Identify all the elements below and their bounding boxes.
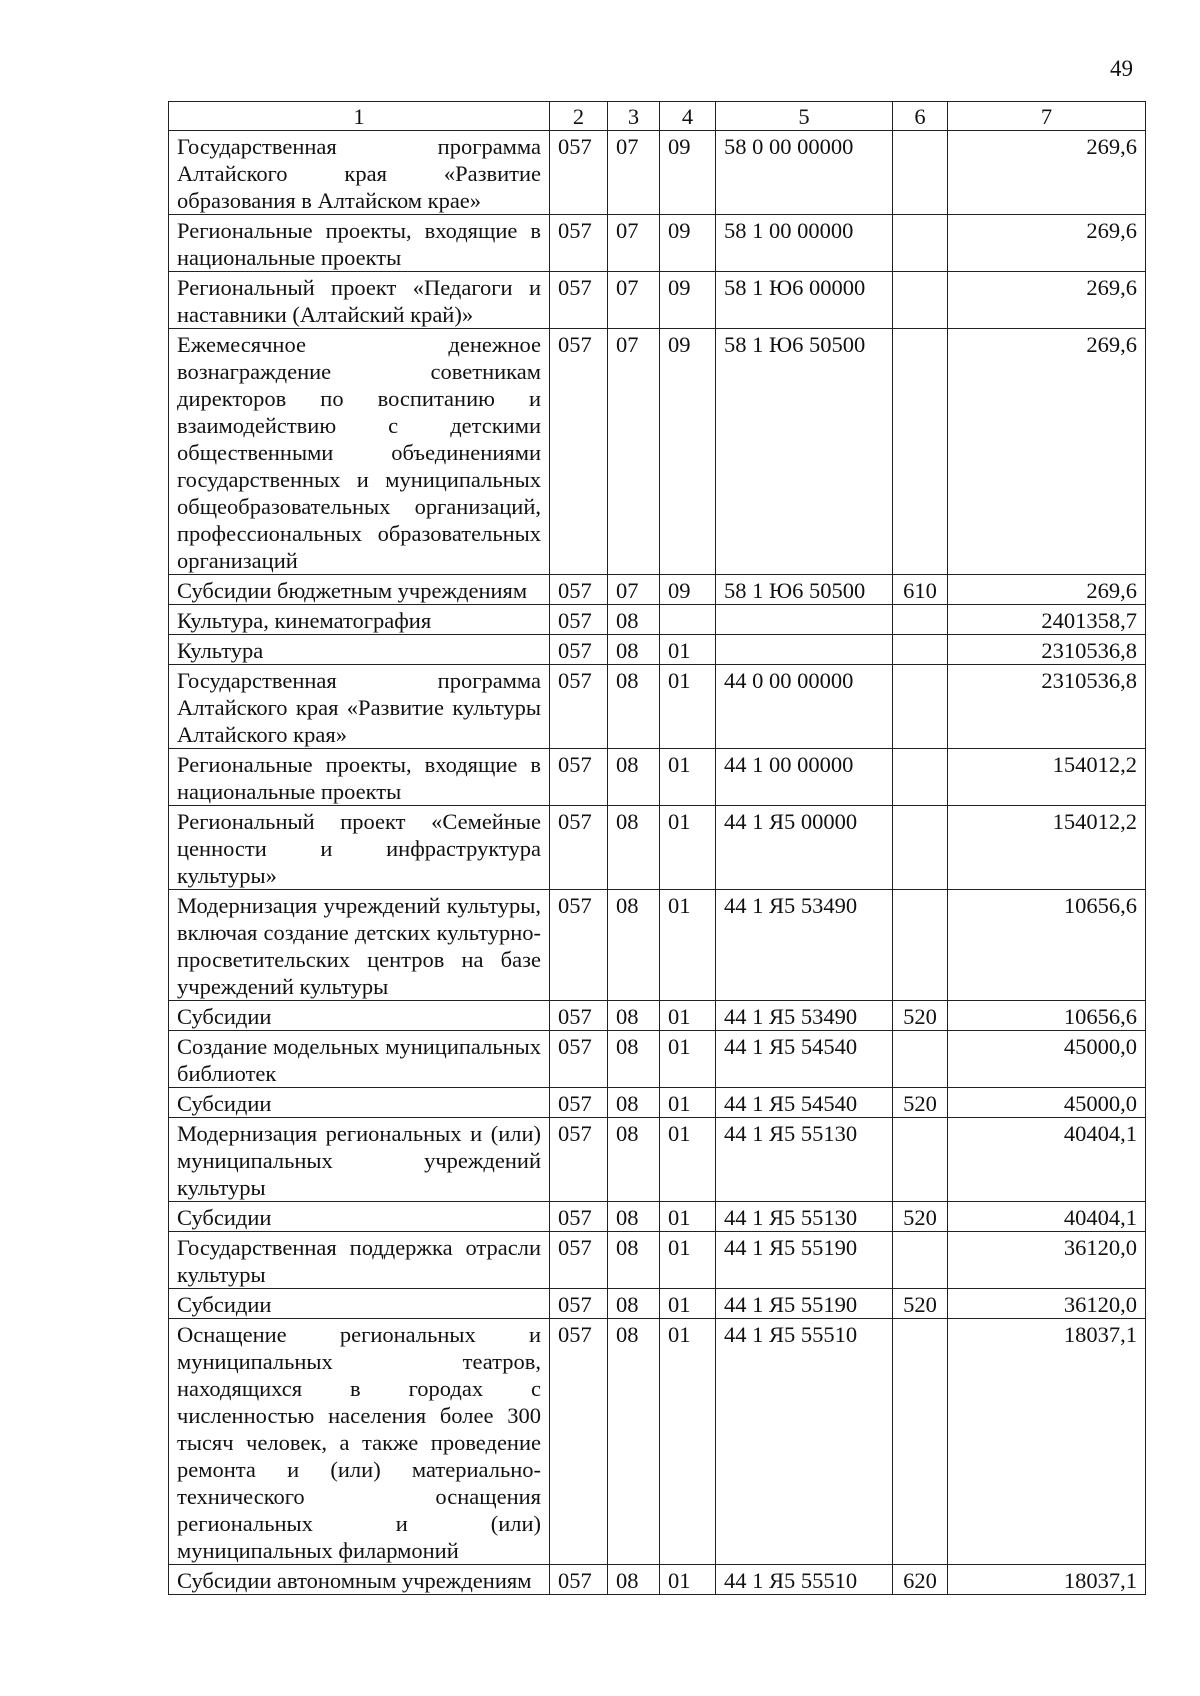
section-cell: 08	[608, 605, 660, 635]
section-cell: 08	[608, 749, 660, 806]
table-row	[169, 890, 1146, 1001]
ministry-code-cell: 057	[550, 272, 608, 329]
row-name-cell: Модернизация региональных и (или) муниципальных учреждений культуры	[169, 1118, 550, 1202]
expense-type-cell	[893, 665, 948, 749]
table-row	[169, 1202, 1146, 1232]
section-cell: 07	[608, 131, 660, 215]
expense-type-cell	[893, 329, 948, 575]
table-row	[169, 1565, 1146, 1595]
row-name-cell: Культура	[169, 635, 550, 665]
row-name-cell: Культура, кинематография	[169, 605, 550, 635]
amount-cell: 2401358,7	[948, 605, 1146, 635]
table-row	[169, 1088, 1146, 1118]
row-name-cell: Государственная программа Алтайского края «Развитие культуры Алтайского края»	[169, 665, 550, 749]
subsection-cell: 01	[660, 806, 716, 890]
table-row	[169, 131, 1146, 215]
amount-cell: 40404,1	[948, 1202, 1146, 1232]
amount-cell: 36120,0	[948, 1289, 1146, 1319]
subsection-cell: 01	[660, 1031, 716, 1088]
row-name-cell: Региональный проект «Семейные ценности и инфраструктура культуры»	[169, 806, 550, 890]
page-number: 49	[1110, 56, 1133, 81]
expense-type-cell: 520	[893, 1202, 948, 1232]
target-article-cell	[716, 605, 893, 635]
section-cell: 07	[608, 272, 660, 329]
subsection-cell: 09	[660, 272, 716, 329]
section-cell: 08	[608, 1202, 660, 1232]
subsection-cell	[660, 605, 716, 635]
subsection-cell: 01	[660, 749, 716, 806]
section-cell: 08	[608, 1088, 660, 1118]
ministry-code-cell: 057	[550, 605, 608, 635]
ministry-code-cell: 057	[550, 1118, 608, 1202]
amount-cell: 18037,1	[948, 1319, 1146, 1565]
ministry-code-cell: 057	[550, 329, 608, 575]
table-row	[169, 749, 1146, 806]
row-name-cell: Субсидии автономным учреждениям	[169, 1565, 550, 1595]
target-article-cell: 44 1 Я5 55130	[716, 1202, 893, 1232]
ministry-code-cell: 057	[550, 1088, 608, 1118]
expense-type-cell: 620	[893, 1565, 948, 1595]
expense-type-cell: 520	[893, 1001, 948, 1031]
expense-type-cell: 520	[893, 1289, 948, 1319]
ministry-code-cell: 057	[550, 890, 608, 1001]
subsection-cell: 01	[660, 1232, 716, 1289]
ministry-code-cell: 057	[550, 1031, 608, 1088]
row-name-cell: Региональный проект «Педагоги и наставники (Алтайский край)»	[169, 272, 550, 329]
target-article-cell: 44 1 00 00000	[716, 749, 893, 806]
section-cell: 08	[608, 635, 660, 665]
ministry-code-cell: 057	[550, 1289, 608, 1319]
row-name-cell: Модернизация учреждений культуры, включая создание детских культурно-просветительских центров на базе учреждений культуры	[169, 890, 550, 1001]
section-cell: 07	[608, 215, 660, 272]
target-article-cell: 58 1 Ю6 00000	[716, 272, 893, 329]
subsection-cell: 01	[660, 1088, 716, 1118]
subsection-cell: 01	[660, 1565, 716, 1595]
subsection-cell: 09	[660, 215, 716, 272]
expense-type-cell	[893, 749, 948, 806]
expense-type-cell	[893, 890, 948, 1001]
amount-cell: 36120,0	[948, 1232, 1146, 1289]
table-row	[169, 272, 1146, 329]
section-cell: 08	[608, 665, 660, 749]
column-header: 4	[660, 102, 716, 131]
target-article-cell: 44 1 Я5 53490	[716, 1001, 893, 1031]
amount-cell: 269,6	[948, 272, 1146, 329]
column-header: 5	[716, 102, 893, 131]
ministry-code-cell: 057	[550, 1202, 608, 1232]
table-row	[169, 1232, 1146, 1289]
row-name-cell: Региональные проекты, входящие в национальные проекты	[169, 749, 550, 806]
subsection-cell: 01	[660, 665, 716, 749]
header-row	[169, 102, 1146, 131]
table-row	[169, 1031, 1146, 1088]
expense-type-cell: 520	[893, 1088, 948, 1118]
section-cell: 08	[608, 1118, 660, 1202]
table-row	[169, 1319, 1146, 1565]
target-article-cell: 58 1 Ю6 50500	[716, 329, 893, 575]
amount-cell: 269,6	[948, 215, 1146, 272]
expense-type-cell	[893, 635, 948, 665]
expense-type-cell: 610	[893, 575, 948, 605]
amount-cell: 2310536,8	[948, 635, 1146, 665]
section-cell: 08	[608, 1001, 660, 1031]
row-name-cell: Региональные проекты, входящие в национальные проекты	[169, 215, 550, 272]
subsection-cell: 01	[660, 1001, 716, 1031]
amount-cell: 269,6	[948, 329, 1146, 575]
column-header: 2	[550, 102, 608, 131]
row-name-cell: Оснащение региональных и муниципальных театров, находящихся в городах с численностью населения более 300 тысяч человек, а также проведение ремонта и (или) материально-технического оснащения региональных и (или) муниципальных филармоний	[169, 1319, 550, 1565]
subsection-cell: 09	[660, 329, 716, 575]
section-cell: 08	[608, 890, 660, 1001]
expense-type-cell	[893, 1031, 948, 1088]
target-article-cell: 44 1 Я5 54540	[716, 1031, 893, 1088]
expense-type-cell	[893, 131, 948, 215]
row-name-cell: Субсидии	[169, 1289, 550, 1319]
row-name-cell: Создание модельных муниципальных библиотек	[169, 1031, 550, 1088]
target-article-cell: 44 1 Я5 55190	[716, 1232, 893, 1289]
section-cell: 07	[608, 329, 660, 575]
section-cell: 08	[608, 806, 660, 890]
expense-type-cell	[893, 806, 948, 890]
row-name-cell: Субсидии	[169, 1088, 550, 1118]
ministry-code-cell: 057	[550, 215, 608, 272]
table-row	[169, 665, 1146, 749]
section-cell: 08	[608, 1031, 660, 1088]
expense-type-cell	[893, 215, 948, 272]
subsection-cell: 09	[660, 575, 716, 605]
column-header: 6	[893, 102, 948, 131]
row-name-cell: Субсидии	[169, 1202, 550, 1232]
ministry-code-cell: 057	[550, 749, 608, 806]
section-cell: 08	[608, 1319, 660, 1565]
subsection-cell: 01	[660, 635, 716, 665]
row-name-cell: Государственная программа Алтайского края «Развитие образования в Алтайском крае»	[169, 131, 550, 215]
ministry-code-cell: 057	[550, 1232, 608, 1289]
target-article-cell: 44 1 Я5 55510	[716, 1565, 893, 1595]
amount-cell: 269,6	[948, 575, 1146, 605]
section-cell: 07	[608, 575, 660, 605]
ministry-code-cell: 057	[550, 635, 608, 665]
target-article-cell: 58 0 00 00000	[716, 131, 893, 215]
table-row	[169, 329, 1146, 575]
ministry-code-cell: 057	[550, 1001, 608, 1031]
table-row	[169, 215, 1146, 272]
ministry-code-cell: 057	[550, 575, 608, 605]
column-header: 1	[169, 102, 550, 131]
column-header: 3	[608, 102, 660, 131]
row-name-cell: Субсидии бюджетным учреждениям	[169, 575, 550, 605]
subsection-cell: 01	[660, 1202, 716, 1232]
row-name-cell: Государственная поддержка отрасли культуры	[169, 1232, 550, 1289]
amount-cell: 269,6	[948, 131, 1146, 215]
amount-cell: 40404,1	[948, 1118, 1146, 1202]
target-article-cell: 44 0 00 00000	[716, 665, 893, 749]
target-article-cell	[716, 635, 893, 665]
amount-cell: 2310536,8	[948, 665, 1146, 749]
target-article-cell: 58 1 00 00000	[716, 215, 893, 272]
expense-type-cell	[893, 1118, 948, 1202]
target-article-cell: 44 1 Я5 54540	[716, 1088, 893, 1118]
budget-table	[168, 101, 1146, 1595]
ministry-code-cell: 057	[550, 1319, 608, 1565]
amount-cell: 18037,1	[948, 1565, 1146, 1595]
amount-cell: 10656,6	[948, 1001, 1146, 1031]
table-row	[169, 1289, 1146, 1319]
amount-cell: 45000,0	[948, 1031, 1146, 1088]
ministry-code-cell: 057	[550, 806, 608, 890]
amount-cell: 154012,2	[948, 806, 1146, 890]
expense-type-cell	[893, 1232, 948, 1289]
column-header: 7	[948, 102, 1146, 131]
table-row	[169, 1001, 1146, 1031]
subsection-cell: 01	[660, 890, 716, 1001]
amount-cell: 10656,6	[948, 890, 1146, 1001]
row-name-cell: Субсидии	[169, 1001, 550, 1031]
table-row	[169, 1118, 1146, 1202]
table-row	[169, 575, 1146, 605]
section-cell: 08	[608, 1289, 660, 1319]
amount-cell: 154012,2	[948, 749, 1146, 806]
subsection-cell: 01	[660, 1289, 716, 1319]
target-article-cell: 44 1 Я5 53490	[716, 890, 893, 1001]
target-article-cell: 44 1 Я5 55510	[716, 1319, 893, 1565]
row-name-cell: Ежемесячное денежное вознаграждение советникам директоров по воспитанию и взаимодействию с детскими общественными объединениями государственных и муниципальных общеобразовательных организаций, профессиональных образовательных организаций	[169, 329, 550, 575]
target-article-cell: 58 1 Ю6 50500	[716, 575, 893, 605]
ministry-code-cell: 057	[550, 665, 608, 749]
section-cell: 08	[608, 1565, 660, 1595]
ministry-code-cell: 057	[550, 1565, 608, 1595]
section-cell: 08	[608, 1232, 660, 1289]
subsection-cell: 09	[660, 131, 716, 215]
expense-type-cell	[893, 1319, 948, 1565]
ministry-code-cell: 057	[550, 131, 608, 215]
table-row	[169, 635, 1146, 665]
subsection-cell: 01	[660, 1319, 716, 1565]
subsection-cell: 01	[660, 1118, 716, 1202]
amount-cell: 45000,0	[948, 1088, 1146, 1118]
expense-type-cell	[893, 605, 948, 635]
table-row	[169, 806, 1146, 890]
target-article-cell: 44 1 Я5 00000	[716, 806, 893, 890]
target-article-cell: 44 1 Я5 55130	[716, 1118, 893, 1202]
target-article-cell: 44 1 Я5 55190	[716, 1289, 893, 1319]
expense-type-cell	[893, 272, 948, 329]
table-row	[169, 605, 1146, 635]
